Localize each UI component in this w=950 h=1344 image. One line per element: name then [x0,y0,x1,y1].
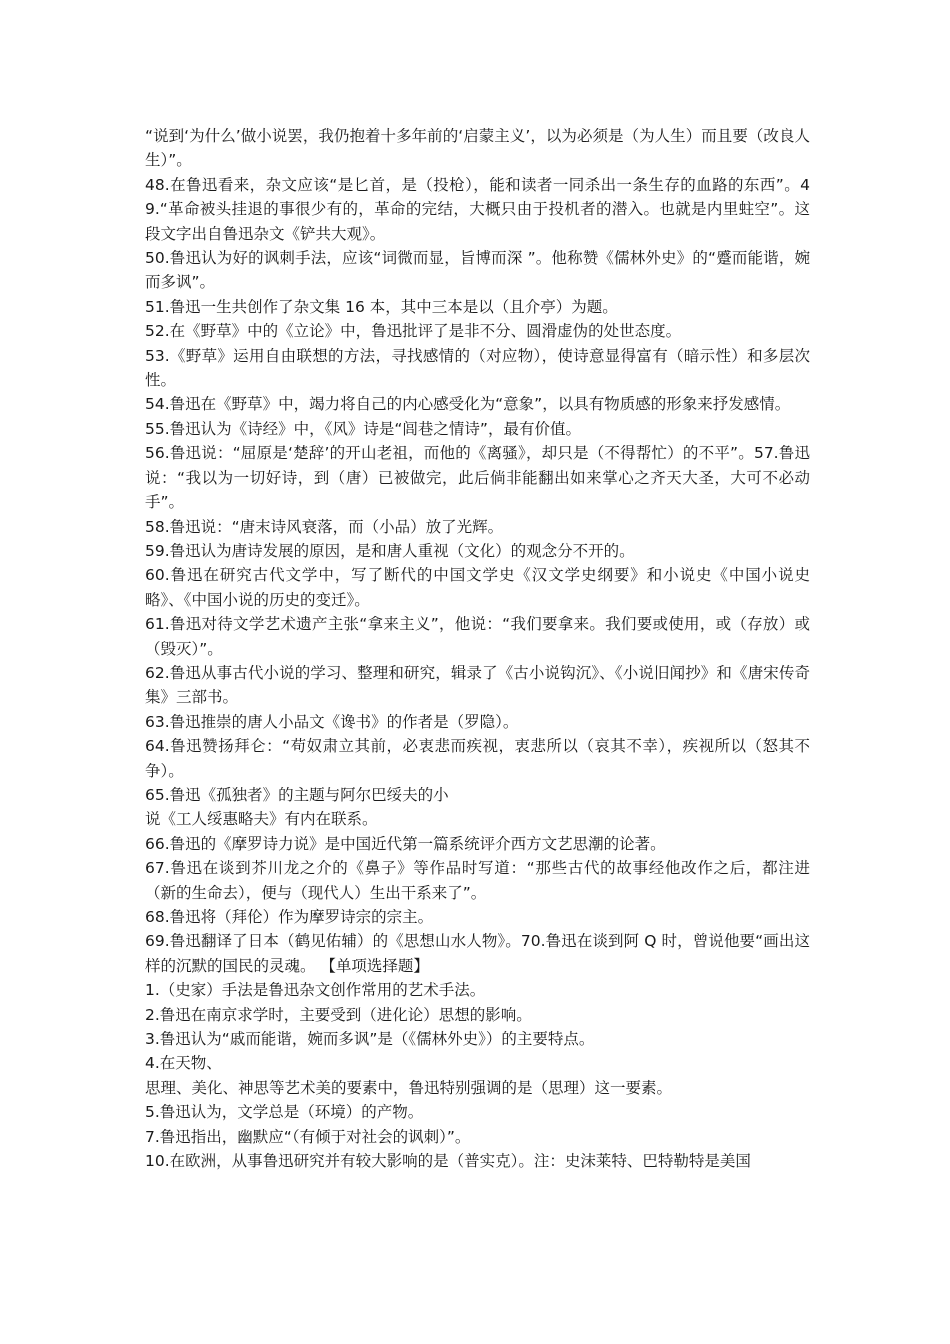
paragraph: 53.《野草》运用自由联想的方法，寻找感情的（对应物），使诗意显得富有（暗示性）和多层次性。 [145,346,810,390]
paragraph: 68.鲁迅将（拜伦）作为摩罗诗宗的宗主。 [145,908,434,926]
paragraph: 4.在天物、 [145,1054,222,1073]
paragraph: 48.在鲁迅看来，杂文应该“是匕首，是（投枪），能和读者一同杀出一条生存的血路的东西”。49.“革命被头挂退的事很少有的，革命的完结，大概只由于投机者的潜入。也就是内里蛀空”。这段文字出自鲁迅杂文《铲共大观》。 [145,175,810,243]
paragraph: 52.在《野草》中的《立论》中，鲁迅批评了是非不分、圆滑虚伪的处世态度。 [145,322,682,341]
paragraph: 65.鲁迅《孤独者》的主题与阿尔巴绥夫的小 [145,785,449,804]
paragraph: 64.鲁迅赞扬拜仑：“苟奴肃立其前，必衷悲而疾视，衷悲所以（哀其不幸），疾视所以（怒其不争）。 [145,737,810,780]
paragraph: 56.鲁迅说：“屈原是‘楚辞’的开山老祖，而他的《离骚》，却只是（不得帮忙）的不平”。57.鲁迅说：“我以为一切好诗，到（唐）已被做完，此后倘非能翻出如来掌心之齐天大圣，大可不必动手”。 [145,444,810,512]
paragraph: 3.鲁迅认为“戚而能谐，婉而多讽”是（《儒林外史》）的主要特点。 [145,1030,595,1049]
paragraph: 60.鲁迅在研究古代文学中，写了断代的中国文学史《汉文学史纲要》和小说史《中国小说史略》、《中国小说的历史的变迁》。 [145,566,810,609]
paragraph: 55.鲁迅认为《诗经》中，《风》诗是“闾巷之情诗”，最有价值。 [145,419,581,438]
paragraph: 1.（史家）手法是鲁迅杂文创作常用的艺术手法。 [145,981,486,1000]
paragraph: 2.鲁迅在南京求学时，主要受到（进化论）思想的影响。 [145,1005,532,1024]
paragraph: 54.鲁迅在《野草》中，竭力将自己的内心感受化为“意象”，以具有物质感的形象来抒发感情。 [145,395,791,414]
paragraph: 10.在欧洲，从事鲁迅研究并有较大影响的是（普实克）。注：史沫莱特、巴特勒特是美国 [145,1152,751,1171]
paragraph: 59.鲁迅认为唐诗发展的原因，是和唐人重视（文化）的观念分不开的。 [145,541,635,560]
paragraph: 61.鲁迅对待文学艺术遗产主张“拿来主义”，他说：“我们要拿来。我们要或使用，或（存放）或（毁灭）”。 [145,615,810,658]
paragraph: 7.鲁迅指出，幽默应“（有倾于对社会的讽刺）”。 [145,1127,471,1146]
document-body [145,124,810,1173]
paragraph: 58.鲁迅说：“唐末诗风衰落，而（小品）放了光辉。 [145,517,504,536]
paragraph: 说《工人绥惠略夫》有内在联系。 [145,810,378,829]
paragraph: 5.鲁迅认为，文学总是（环境）的产物。 [145,1103,424,1122]
paragraph: 62.鲁迅从事古代小说的学习、整理和研究，辑录了《古小说钩沉》、《小说旧闻抄》和《唐宋传奇集》三部书。 [145,663,810,707]
paragraph: “说到‘为什么’做小说罢，我仍抱着十多年前的‘启蒙主义’，以为必须是（为人生）而且要（改良人生）”。 [145,127,810,170]
paragraph: 66.鲁迅的《摩罗诗力说》是中国近代第一篇系统评介西方文艺思潮的论著。 [145,834,666,853]
paragraph: 69.鲁迅翻译了日本（鹤见佑辅）的《思想山水人物》。70.鲁迅在谈到阿 Q 时，曾说他要“画出这样的沉默的国民的灵魂。 【单项选择题】 [145,932,810,975]
paragraph: 51.鲁迅一生共创作了杂文集 16 本，其中三本是以（且介亭）为题。 [145,297,618,316]
paragraph: 63.鲁迅推崇的唐人小品文《谗书》的作者是（罗隐）。 [145,712,519,731]
paragraph: 思理、美化、神思等艺术美的要素中，鲁迅特别强调的是（思理）这一要素。 [145,1078,673,1097]
paragraph: 67.鲁迅在谈到芥川龙之介的《鼻子》等作品时写道：“那些古代的故事经他改作之后，都注进（新的生命去），便与（现代人）生出干系来了”。 [145,859,810,902]
paragraph: 50.鲁迅认为好的讽刺手法，应该“词微而显，旨博而深 ”。他称赞《儒林外史》的“蹙而能谐，婉而多讽”。 [145,249,810,292]
